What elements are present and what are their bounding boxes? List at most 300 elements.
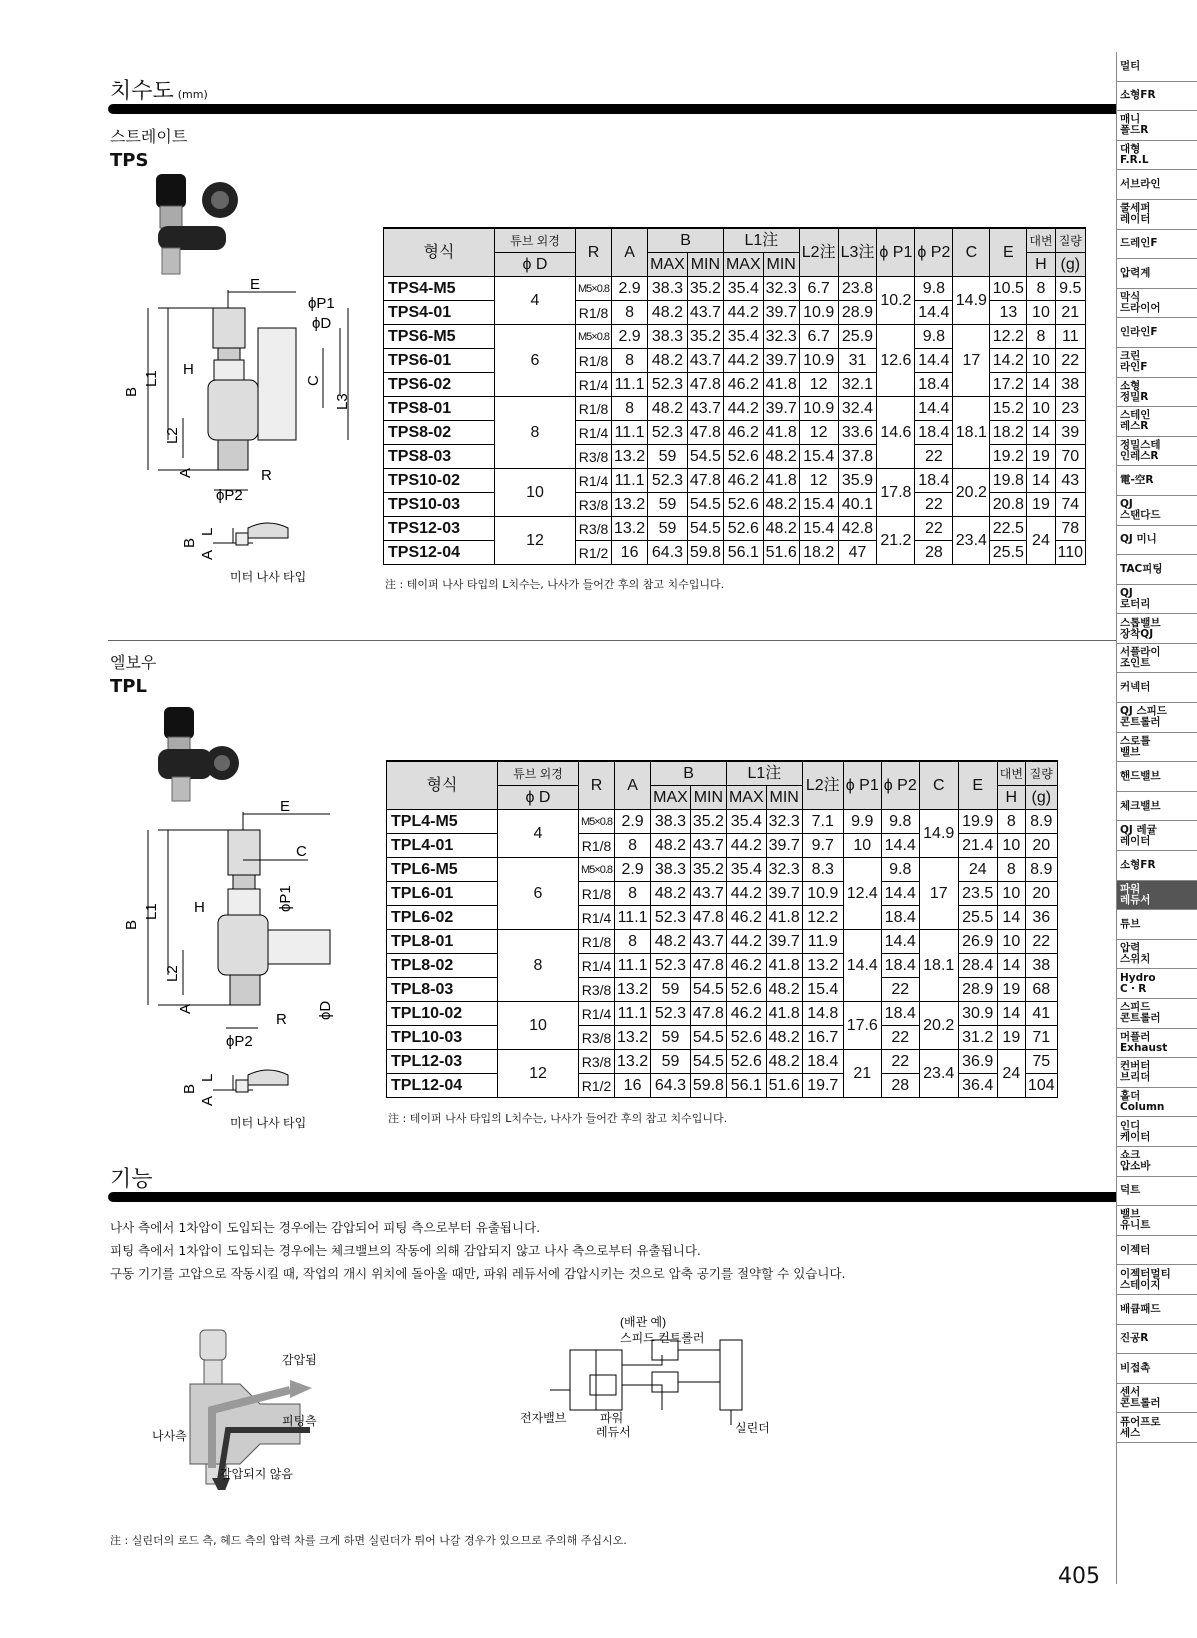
table-cell: 14.9: [953, 277, 990, 325]
table-cell: 18.4: [915, 373, 953, 397]
sidebar-item[interactable]: 압력 스위치: [1117, 940, 1197, 970]
table-cell: 59: [651, 1050, 691, 1074]
table-cell: 18.4: [881, 954, 919, 978]
table-cell: R3/8: [576, 493, 612, 517]
table-cell: 35.4: [723, 277, 763, 301]
table-cell: 13.2: [802, 954, 843, 978]
table-cell: 4: [498, 810, 579, 858]
sidebar-item[interactable]: 크린 라인F: [1117, 348, 1197, 378]
sidebar-item[interactable]: 덕트: [1117, 1177, 1197, 1207]
sidebar-item[interactable]: QJ 스피드 콘트롤러: [1117, 703, 1197, 733]
function-rule: [108, 1192, 1155, 1202]
table-cell: 8: [997, 858, 1025, 882]
sidebar-item[interactable]: 인디 케이터: [1117, 1117, 1197, 1147]
title-rule: [108, 104, 1155, 114]
table-cell: 48.2: [648, 397, 688, 421]
table-cell: 9.8: [881, 810, 919, 834]
svg-text:H: H: [194, 899, 205, 916]
table-cell: 11.9: [802, 930, 843, 954]
table-cell: 14: [997, 954, 1025, 978]
table-cell: 20.8: [990, 493, 1027, 517]
table-cell: 19.8: [990, 469, 1027, 493]
table-cell: 110: [1055, 541, 1086, 565]
table-cell: 9.8: [881, 858, 919, 882]
table-cell: 14.4: [881, 882, 919, 906]
section-divider: [108, 640, 1156, 641]
svg-text:L2: L2: [164, 427, 181, 444]
table-cell: 13.2: [615, 978, 651, 1002]
table-cell: TPS8-01: [384, 397, 495, 421]
table-cell: 35.4: [726, 810, 766, 834]
table-cell: TPS4-01: [384, 301, 495, 325]
svg-text:B: B: [181, 537, 198, 548]
col-p1: ϕ P1: [877, 228, 915, 277]
table-cell: 10.9: [799, 349, 838, 373]
table-cell: R1/8: [576, 301, 612, 325]
table-cell: 14.4: [881, 930, 919, 954]
table-cell: 12.4: [843, 858, 881, 930]
sidebar-item[interactable]: 비접촉: [1117, 1354, 1197, 1384]
table-cell: 47.8: [690, 954, 726, 978]
table-cell: 17.6: [843, 1002, 881, 1050]
table-cell: 12: [799, 421, 838, 445]
table-cell: 19.7: [802, 1074, 843, 1098]
table-cell: 22: [915, 445, 953, 469]
table-cell: 7.1: [802, 810, 843, 834]
sidebar-item[interactable]: 쇼크 압소바: [1117, 1147, 1197, 1177]
svg-text:감압되지 않음: 감압되지 않음: [220, 1467, 293, 1481]
table-cell: M5×0.8: [579, 810, 615, 834]
table-cell: R1/2: [576, 541, 612, 565]
sidebar-item[interactable]: 막식 드라이어: [1117, 289, 1197, 319]
table-cell: 47.8: [690, 1002, 726, 1026]
sidebar-item[interactable]: 인라인F: [1117, 318, 1197, 348]
svg-text:실린더: 실린더: [735, 1421, 770, 1435]
col-flat: 대변: [1027, 228, 1055, 253]
table-cell: 17.2: [990, 373, 1027, 397]
table-row: [384, 469, 1086, 493]
col-c: C: [953, 228, 990, 277]
table-cell: 19: [997, 1026, 1025, 1050]
table-cell: 22: [881, 1026, 919, 1050]
svg-text:C: C: [305, 375, 322, 386]
table-cell: 14: [1027, 373, 1055, 397]
tps-spec-table: 형식 튜브 외경 R A B L1注 L2注 L3注 ϕ P1 ϕ P2 C E 대변 질량 ϕ D MAX MIN MAX MIN H (g) TPS4-M5 4 M5×0.8 2.9 38.3 35.2 35.4 32.3 6.7 23.8 10.2 9.8 14.9 10.5 8 9.5 TPS4-01 R1/8 8 48.2 43.7 44.2 39.7 10.9 28.9 14.4 13 10 21 TPS6-M5 6 M5×0.8 2.9 38.3 35.2 35.4 32.3 6.7 25.9 12.6 9.8 17 12.2 8 11 TPS6-01 R1/8 8 48.2 43.7 44.2 39.7 10.9 31 14.4 14.2 10 22 TPS6-02 R1/4 11.1 52.3 47.8 46.2 41.8 12 32.1 18.4 17.2 14 38 TPS8-01 8 R1/8 8 48.2 43.7 44.2 39.7 10.9 32.4 14.6 14.4 18.1 15.2 10 23 TPS8-02 R1/4 11.1 52.3 47.8 46.2 41.8 12 33.6 18.4 18.2 14 39 TPS8-03 R3/8 13.2 59 54.5 52.6 48.2 15.4 37.8 22 19.2 19 70 TPS10-02 10 R1/4 11.1 52.3 47.8 46.2 41.8 12 35.9 17.8 18.4 20.2 19.8 14 43 TPS10-03 R3/8 13.2 59 54.5 52.6 48.2 15.4 40.1 22 20.8 19 74 TPS12-03 12 R3/8 13.2 59 54.5 52.6 48.2 15.4 42.8 21.2 22 23.4 22.5 24 78 TPS12-04 R1/2 16 64.3 59.8 56.1 51.6 18.2 47 28 25.5 110: [383, 227, 1086, 565]
sidebar-item[interactable]: QJ 로터리: [1117, 585, 1197, 615]
sidebar-item[interactable]: 이젝터: [1117, 1236, 1197, 1266]
sidebar-item[interactable]: 서브라인: [1117, 170, 1197, 200]
sidebar-item[interactable]: 서플라이 조인트: [1117, 644, 1197, 674]
table-cell: 8: [615, 882, 651, 906]
table-cell: 52.3: [648, 421, 688, 445]
col-e: E: [990, 228, 1027, 277]
table-row: [384, 277, 1086, 301]
table-cell: 48.2: [651, 834, 691, 858]
table-cell: 12.6: [877, 325, 915, 397]
table-cell: 21: [843, 1050, 881, 1098]
svg-text:L: L: [199, 527, 216, 536]
table-cell: 38.3: [651, 858, 691, 882]
table-cell: 18.4: [915, 421, 953, 445]
table-cell: 13.2: [612, 445, 648, 469]
table-row: [384, 397, 1086, 421]
sidebar-item[interactable]: Hydro C・R: [1117, 969, 1197, 999]
sidebar-item[interactable]: 매니 폴드R: [1117, 111, 1197, 141]
table-cell: 75: [1025, 1050, 1057, 1074]
table-cell: 43.7: [690, 930, 726, 954]
table-cell: 8.9: [1025, 858, 1057, 882]
svg-text:B: B: [123, 919, 140, 930]
table-cell: 48.2: [648, 349, 688, 373]
table-cell: 52.3: [651, 906, 691, 930]
table-cell: 46.2: [723, 469, 763, 493]
table-cell: 32.3: [763, 277, 799, 301]
table-cell: 26.9: [958, 930, 997, 954]
table-cell: 51.6: [763, 541, 799, 565]
table-cell: 47: [838, 541, 877, 565]
table-cell: 43.7: [687, 349, 723, 373]
table-cell: 14: [997, 906, 1025, 930]
table-cell: 43.7: [687, 301, 723, 325]
table-cell: 11.1: [615, 954, 651, 978]
table-cell: 35.2: [690, 858, 726, 882]
piping-example-diagram: [510, 1310, 800, 1470]
sidebar-item[interactable]: QJ 스탠다드: [1117, 496, 1197, 526]
function-title: 기능: [110, 1167, 153, 1192]
table-cell: 4: [495, 277, 576, 325]
table-cell: TPL10-02: [387, 1002, 498, 1026]
svg-text:ϕP1: ϕP1: [277, 885, 294, 912]
table-cell: 31.2: [958, 1026, 997, 1050]
svg-text:L: L: [199, 1073, 216, 1082]
table-cell: 8: [997, 810, 1025, 834]
table-cell: 48.2: [766, 1050, 802, 1074]
table-cell: TPS6-M5: [384, 325, 495, 349]
svg-text:C: C: [296, 843, 307, 860]
table-cell: 52.6: [726, 978, 766, 1002]
table-cell: 14.4: [915, 397, 953, 421]
table-cell: 11: [1055, 325, 1086, 349]
table-cell: 23.5: [958, 882, 997, 906]
table-cell: 18.1: [919, 930, 958, 1002]
table-cell: 31: [838, 349, 877, 373]
table-cell: 16.7: [802, 1026, 843, 1050]
sidebar-item[interactable]: 진공R: [1117, 1325, 1197, 1355]
table-cell: 52.6: [726, 1026, 766, 1050]
table-cell: 8: [612, 349, 648, 373]
sidebar-item[interactable]: 소형FR: [1117, 851, 1197, 881]
table-cell: 12.2: [802, 906, 843, 930]
sidebar-item[interactable]: 드레인F: [1117, 230, 1197, 260]
table-cell: 43.7: [687, 397, 723, 421]
table-cell: 8: [615, 930, 651, 954]
svg-text:B: B: [181, 1083, 198, 1094]
table-cell: 10.9: [799, 301, 838, 325]
sidebar-item[interactable]: 압력계: [1117, 259, 1197, 289]
table-cell: 56.1: [723, 541, 763, 565]
table-cell: 25.9: [838, 325, 877, 349]
table-cell: TPL12-04: [387, 1074, 498, 1098]
table-cell: 8: [612, 397, 648, 421]
table-cell: 28: [881, 1074, 919, 1098]
table-cell: 23.4: [953, 517, 990, 565]
table-cell: 6: [498, 858, 579, 930]
table-cell: 42.8: [838, 517, 877, 541]
table-cell: 24: [997, 1050, 1025, 1098]
table-cell: 52.6: [723, 493, 763, 517]
col-p2: ϕ P2: [915, 228, 953, 277]
col-l3: L3注: [838, 228, 877, 277]
table-cell: 17.8: [877, 469, 915, 517]
sidebar-item[interactable]: 쿨세퍼 레이터: [1117, 200, 1197, 230]
table-cell: 6.7: [799, 325, 838, 349]
sidebar-item[interactable]: 스톱밸브 장착QJ: [1117, 614, 1197, 644]
table-cell: 35.2: [690, 810, 726, 834]
table-cell: R1/4: [579, 1002, 615, 1026]
svg-text:나사측: 나사측: [152, 1429, 187, 1443]
sidebar-item[interactable]: 센서 콘트롤러: [1117, 1384, 1197, 1414]
table-cell: 16: [615, 1074, 651, 1098]
table-cell: R1/8: [576, 349, 612, 373]
sidebar-item[interactable]: 밸브 유니트: [1117, 1206, 1197, 1236]
table-cell: 41.8: [766, 1002, 802, 1026]
table-cell: 19.2: [990, 445, 1027, 469]
sidebar-item[interactable]: 커넥터: [1117, 673, 1197, 703]
tps-dimension-drawing: [118, 278, 368, 588]
table-cell: 35.9: [838, 469, 877, 493]
svg-text:미터 나사 타입: 미터 나사 타입: [230, 570, 307, 584]
svg-text:L1: L1: [143, 903, 160, 920]
sidebar-item[interactable]: QJ 레귤 레이터: [1117, 821, 1197, 851]
table-cell: TPL4-M5: [387, 810, 498, 834]
table-cell: 41.8: [763, 469, 799, 493]
table-cell: 21.2: [877, 517, 915, 565]
table-cell: 47.8: [687, 421, 723, 445]
table-cell: 39.7: [766, 882, 802, 906]
sidebar-item[interactable]: TAC피팅: [1117, 555, 1197, 585]
table-cell: 52.6: [726, 1050, 766, 1074]
table-cell: 59: [648, 445, 688, 469]
table-cell: 36: [1025, 906, 1057, 930]
table-cell: 48.2: [766, 978, 802, 1002]
sidebar-item[interactable]: 파워 레듀서: [1117, 881, 1197, 911]
svg-text:E: E: [250, 278, 261, 293]
table-cell: 15.4: [802, 978, 843, 1002]
table-row: [387, 810, 1058, 834]
table-cell: R1/4: [579, 906, 615, 930]
table-cell: 2.9: [612, 325, 648, 349]
table-cell: 28.9: [838, 301, 877, 325]
sidebar-item[interactable]: 머플러 Exhaust: [1117, 1029, 1197, 1059]
table-cell: 11.1: [615, 906, 651, 930]
table-cell: 19: [997, 978, 1025, 1002]
table-cell: R1/2: [579, 1074, 615, 1098]
table-cell: 52.3: [651, 954, 691, 978]
sidebar-item[interactable]: 스피드 콘트롤러: [1117, 999, 1197, 1029]
sidebar-item[interactable]: 홀더 Column: [1117, 1088, 1197, 1118]
table-cell: 52.3: [648, 469, 688, 493]
table-cell: TPS8-03: [384, 445, 495, 469]
table-cell: 18.2: [990, 421, 1027, 445]
table-cell: 59: [648, 493, 688, 517]
table-cell: 44.2: [726, 834, 766, 858]
table-cell: 56.1: [726, 1074, 766, 1098]
table-cell: 32.3: [766, 858, 802, 882]
table-cell: 64.3: [648, 541, 688, 565]
table-cell: 18.4: [881, 906, 919, 930]
sidebar-item[interactable]: 電-空R: [1117, 466, 1197, 496]
table-cell: 47.8: [687, 373, 723, 397]
table-cell: 18.4: [881, 1002, 919, 1026]
table-cell: 74: [1055, 493, 1086, 517]
table-cell: 19.9: [958, 810, 997, 834]
table-cell: 2.9: [615, 810, 651, 834]
table-cell: 46.2: [723, 373, 763, 397]
tpl-note: 注 : 테이퍼 나사 타입의 L치수는, 나사가 들어간 후의 참고 치수입니다.: [388, 1112, 728, 1125]
table-cell: 9.5: [1055, 277, 1086, 301]
table-cell: 19: [1027, 445, 1055, 469]
table-row: [384, 325, 1086, 349]
table-cell: 22: [915, 493, 953, 517]
table-cell: 10.2: [877, 277, 915, 325]
table-cell: 12.2: [990, 325, 1027, 349]
table-cell: 11.1: [612, 373, 648, 397]
table-cell: 18.1: [953, 397, 990, 469]
table-cell: R3/8: [576, 517, 612, 541]
table-cell: 32.4: [838, 397, 877, 421]
table-cell: TPS12-04: [384, 541, 495, 565]
table-cell: 8: [495, 397, 576, 469]
sidebar-item[interactable]: 소형FR: [1117, 82, 1197, 112]
table-cell: 44.2: [726, 882, 766, 906]
table-cell: 17: [919, 858, 958, 930]
table-cell: 13.2: [612, 517, 648, 541]
table-cell: 41.8: [766, 954, 802, 978]
sidebar-item[interactable]: 소형 정밀R: [1117, 378, 1197, 408]
table-cell: 17: [953, 325, 990, 397]
table-cell: 54.5: [687, 517, 723, 541]
table-cell: 15.2: [990, 397, 1027, 421]
table-cell: 44.2: [723, 349, 763, 373]
table-cell: 38.3: [651, 810, 691, 834]
sidebar-item[interactable]: 이젝터멀티 스테이지: [1117, 1265, 1197, 1295]
table-cell: 22: [881, 1050, 919, 1074]
sidebar-item[interactable]: 정밀스테 인레스R: [1117, 437, 1197, 467]
table-cell: 6.7: [799, 277, 838, 301]
sidebar-item[interactable]: 튜브: [1117, 910, 1197, 940]
table-cell: 33.6: [838, 421, 877, 445]
table-cell: 8.3: [802, 858, 843, 882]
svg-text:ϕP1: ϕP1: [308, 295, 335, 312]
table-row: [387, 1002, 1058, 1026]
svg-text:레듀서: 레듀서: [596, 1425, 631, 1439]
col-mass: 질량: [1055, 228, 1086, 253]
svg-text:B: B: [123, 386, 140, 397]
table-cell: 54.5: [690, 1026, 726, 1050]
table-cell: 14.2: [990, 349, 1027, 373]
table-cell: 39: [1055, 421, 1086, 445]
sidebar-item[interactable]: 퓨어프로 세스: [1117, 1413, 1197, 1443]
table-cell: 38.3: [648, 277, 688, 301]
table-cell: 43.7: [690, 882, 726, 906]
table-cell: 10: [843, 834, 881, 858]
table-cell: 13.2: [615, 1026, 651, 1050]
table-cell: 32.3: [763, 325, 799, 349]
table-cell: 11.1: [612, 469, 648, 493]
table-cell: 38.3: [648, 325, 688, 349]
col-l2: L2注: [799, 228, 838, 277]
table-cell: 2.9: [615, 858, 651, 882]
svg-text:R: R: [261, 467, 272, 484]
svg-text:ϕD: ϕD: [317, 1000, 334, 1020]
table-cell: 59.8: [690, 1074, 726, 1098]
category-sidebar: [1117, 52, 1197, 1443]
table-cell: TPS8-02: [384, 421, 495, 445]
svg-text:L3: L3: [334, 393, 351, 410]
sidebar-item[interactable]: 대형 F.R.L: [1117, 141, 1197, 171]
svg-text:L2: L2: [164, 965, 181, 982]
table-cell: 47.8: [690, 906, 726, 930]
sidebar-item[interactable]: 배큠패드: [1117, 1295, 1197, 1325]
table-cell: 48.2: [766, 1026, 802, 1050]
table-cell: 15.4: [799, 493, 838, 517]
sidebar-item[interactable]: 멀티: [1117, 52, 1197, 82]
sidebar-item[interactable]: 체크밸브: [1117, 792, 1197, 822]
sidebar-item[interactable]: QJ 미니: [1117, 526, 1197, 556]
table-cell: 71: [1025, 1026, 1057, 1050]
table-cell: 48.2: [648, 301, 688, 325]
table-cell: 6: [495, 325, 576, 397]
table-cell: 14.4: [843, 930, 881, 1002]
table-cell: M5×0.8: [579, 858, 615, 882]
table-cell: 32.1: [838, 373, 877, 397]
sidebar-item[interactable]: 컨버터 브리더: [1117, 1058, 1197, 1088]
table-cell: 68: [1025, 978, 1057, 1002]
table-cell: 14.9: [919, 810, 958, 858]
table-cell: TPL6-01: [387, 882, 498, 906]
col-tube: 튜브 외경: [495, 228, 576, 253]
sidebar-item[interactable]: 핸드밸브: [1117, 762, 1197, 792]
table-cell: 59: [651, 1026, 691, 1050]
svg-text:스피드 컨트롤러: 스피드 컨트롤러: [620, 1331, 705, 1345]
table-cell: 11.1: [615, 1002, 651, 1026]
table-cell: 8: [615, 834, 651, 858]
table-cell: 14: [1027, 421, 1055, 445]
svg-text:H: H: [183, 361, 194, 378]
table-cell: 8: [1027, 325, 1055, 349]
table-cell: R3/8: [579, 1026, 615, 1050]
table-cell: 9.7: [802, 834, 843, 858]
table-cell: R1/4: [579, 954, 615, 978]
table-cell: 10: [495, 469, 576, 517]
table-cell: 12: [799, 469, 838, 493]
table-cell: 48.2: [763, 493, 799, 517]
table-cell: 28: [915, 541, 953, 565]
sidebar-item[interactable]: 스테인 레스R: [1117, 407, 1197, 437]
table-cell: R1/8: [576, 397, 612, 421]
sidebar-item[interactable]: 스로틀 밸브: [1117, 733, 1197, 763]
svg-text:파워: 파워: [600, 1411, 624, 1425]
table-cell: 24: [958, 858, 997, 882]
table-cell: 18.4: [915, 469, 953, 493]
table-cell: 8.9: [1025, 810, 1057, 834]
table-cell: 48.2: [651, 930, 691, 954]
table-cell: 64.3: [651, 1074, 691, 1098]
table-cell: 59: [651, 978, 691, 1002]
table-cell: 9.9: [843, 810, 881, 834]
table-cell: 59: [648, 517, 688, 541]
function-flow-diagram: [140, 1320, 440, 1490]
